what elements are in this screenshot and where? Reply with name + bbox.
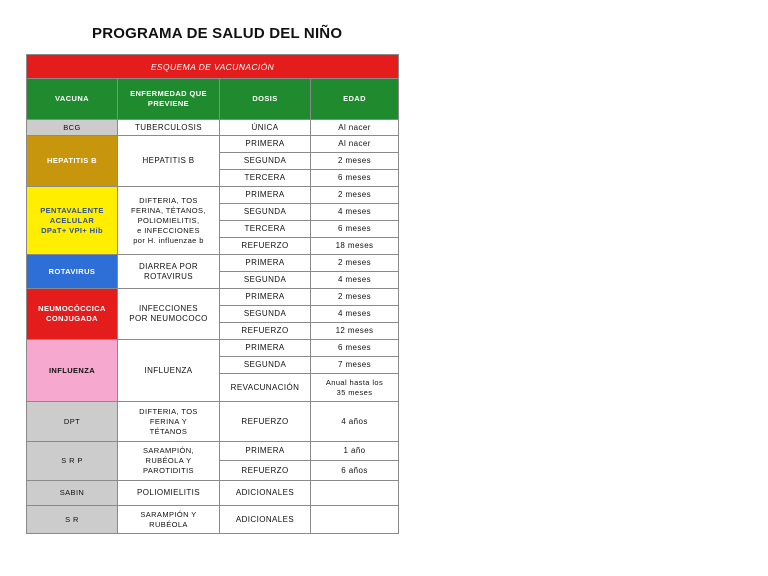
disease-cell [118, 442, 220, 481]
table-banner: ESQUEMA DE VACUNACIÓN [27, 55, 399, 79]
age-cell: 6 meses [311, 221, 399, 238]
dose-cell: PRIMERA [220, 289, 311, 306]
dose-cell: REFUERZO [220, 238, 311, 255]
age-cell: 6 años [311, 461, 399, 481]
dose-cell: REVACUNACIÓN [220, 374, 311, 402]
dose-cell: SEGUNDA [220, 306, 311, 323]
dose-cell: ADICIONALES [220, 481, 311, 506]
disease-line: POR NEUMOCOCO [129, 314, 208, 323]
table-row [27, 340, 399, 357]
dose-cell: PRIMERA [220, 340, 311, 357]
table-row [27, 255, 399, 272]
age-cell: 4 meses [311, 306, 399, 323]
table-row [27, 442, 399, 461]
disease-line: RUBÉOLA Y [145, 456, 192, 465]
vaccine-line: DPaT+ VPI+ Hib [41, 225, 103, 235]
age-cell: 2 meses [311, 153, 399, 170]
age-cell [311, 374, 399, 402]
vaccine-pentavalente [27, 187, 118, 255]
disease-line: PAROTIDITIS [143, 466, 194, 475]
table-row [27, 402, 399, 442]
disease-line: DIFTERIA, TOS [139, 406, 198, 416]
vaccine-line: NEUMOCÓCCICA [38, 304, 106, 313]
disease-line: FERINA Y [149, 416, 188, 426]
vaccine-bcg: BCG [27, 120, 118, 136]
disease-cell [118, 289, 220, 340]
header-row [27, 79, 399, 120]
age-cell: 7 meses [311, 357, 399, 374]
vaccine-srp: S R P [27, 442, 118, 481]
dose-cell: REFUERZO [220, 323, 311, 340]
disease-cell [118, 187, 220, 255]
disease-line: POLIOMIELITIS, [137, 215, 200, 225]
age-cell: 6 meses [311, 340, 399, 357]
disease-cell [118, 506, 220, 534]
vaccine-neumococcica [27, 289, 118, 340]
age-cell: 2 meses [311, 289, 399, 306]
disease-line: SARAMPIÓN, [142, 446, 195, 455]
table-row [27, 289, 399, 306]
page-title: PROGRAMA DE SALUD DEL NIÑO [92, 25, 343, 42]
age-cell: 18 meses [311, 238, 399, 255]
vaccine-rotavirus: ROTAVIRUS [27, 255, 118, 289]
disease-line: TÉTANOS [149, 426, 188, 436]
dose-cell: ADICIONALES [220, 506, 311, 534]
dose-cell: PRIMERA [220, 187, 311, 204]
dose-cell: REFUERZO [220, 402, 311, 442]
disease-line: RUBÉOLA [149, 519, 188, 529]
vaccine-line: PENTAVALENTE [40, 205, 104, 215]
disease-line: por H. influenzae b [133, 235, 204, 245]
disease-cell: POLIOMIELITIS [118, 481, 220, 506]
disease-line: DIFTERIA, TOS [139, 195, 198, 205]
disease-line: ROTAVIRUS [143, 271, 194, 281]
table-row [27, 136, 399, 153]
disease-cell: INFLUENZA [118, 340, 220, 402]
dose-cell: SEGUNDA [220, 357, 311, 374]
disease-line: INFECCIONES [138, 304, 199, 313]
dose-cell: PRIMERA [220, 255, 311, 272]
vaccine-sr: S R [27, 506, 118, 534]
header-dosis: DOSIS [220, 79, 311, 120]
disease-line: e INFECCIONES [137, 225, 200, 235]
vaccine-line: ACELULAR [49, 215, 95, 225]
vaccine-line: CONJUGADA [46, 314, 98, 323]
header-vacuna: VACUNA [27, 79, 118, 120]
age-cell: 6 meses [311, 170, 399, 187]
vaccination-table [26, 54, 399, 534]
disease-cell [118, 402, 220, 442]
dose-cell: SEGUNDA [220, 272, 311, 289]
age-cell: 4 años [311, 402, 399, 442]
table-row [27, 481, 399, 506]
disease-cell: HEPATITIS B [118, 136, 220, 187]
age-line: 35 meses [336, 387, 373, 397]
table-row [27, 187, 399, 204]
age-cell [311, 506, 399, 534]
age-cell: 2 meses [311, 255, 399, 272]
vaccine-dpt: DPT [27, 402, 118, 442]
age-cell: 4 meses [311, 204, 399, 221]
header-enfermedad: ENFERMEDAD QUE PREVIENE [118, 79, 220, 120]
age-cell: Al nacer [311, 120, 399, 136]
dose-cell: SEGUNDA [220, 204, 311, 221]
vaccine-hepatitis-b: HEPATITIS B [27, 136, 118, 187]
age-cell [311, 481, 399, 506]
vaccine-influenza: INFLUENZA [27, 340, 118, 402]
age-line: Anual hasta los [325, 377, 384, 387]
disease-cell: TUBERCULOSIS [118, 120, 220, 136]
dose-cell: ÚNICA [220, 120, 311, 136]
disease-line: FERINA, TÉTANOS, [131, 205, 206, 215]
disease-line: DIARREA POR [138, 261, 199, 271]
disease-line: SARAMPIÓN Y [140, 509, 197, 519]
dose-cell: PRIMERA [220, 136, 311, 153]
age-cell: 2 meses [311, 187, 399, 204]
age-cell: Al nacer [311, 136, 399, 153]
dose-cell: REFUERZO [220, 461, 311, 481]
table-row [27, 120, 399, 136]
dose-cell: TERCERA [220, 221, 311, 238]
age-cell: 4 meses [311, 272, 399, 289]
age-cell: 1 año [311, 442, 399, 461]
disease-cell [118, 255, 220, 289]
dose-cell: SEGUNDA [220, 153, 311, 170]
vaccine-sabin: SABIN [27, 481, 118, 506]
age-cell: 12 meses [311, 323, 399, 340]
header-edad: EDAD [311, 79, 399, 120]
dose-cell: PRIMERA [220, 442, 311, 461]
dose-cell: TERCERA [220, 170, 311, 187]
table-row [27, 506, 399, 534]
